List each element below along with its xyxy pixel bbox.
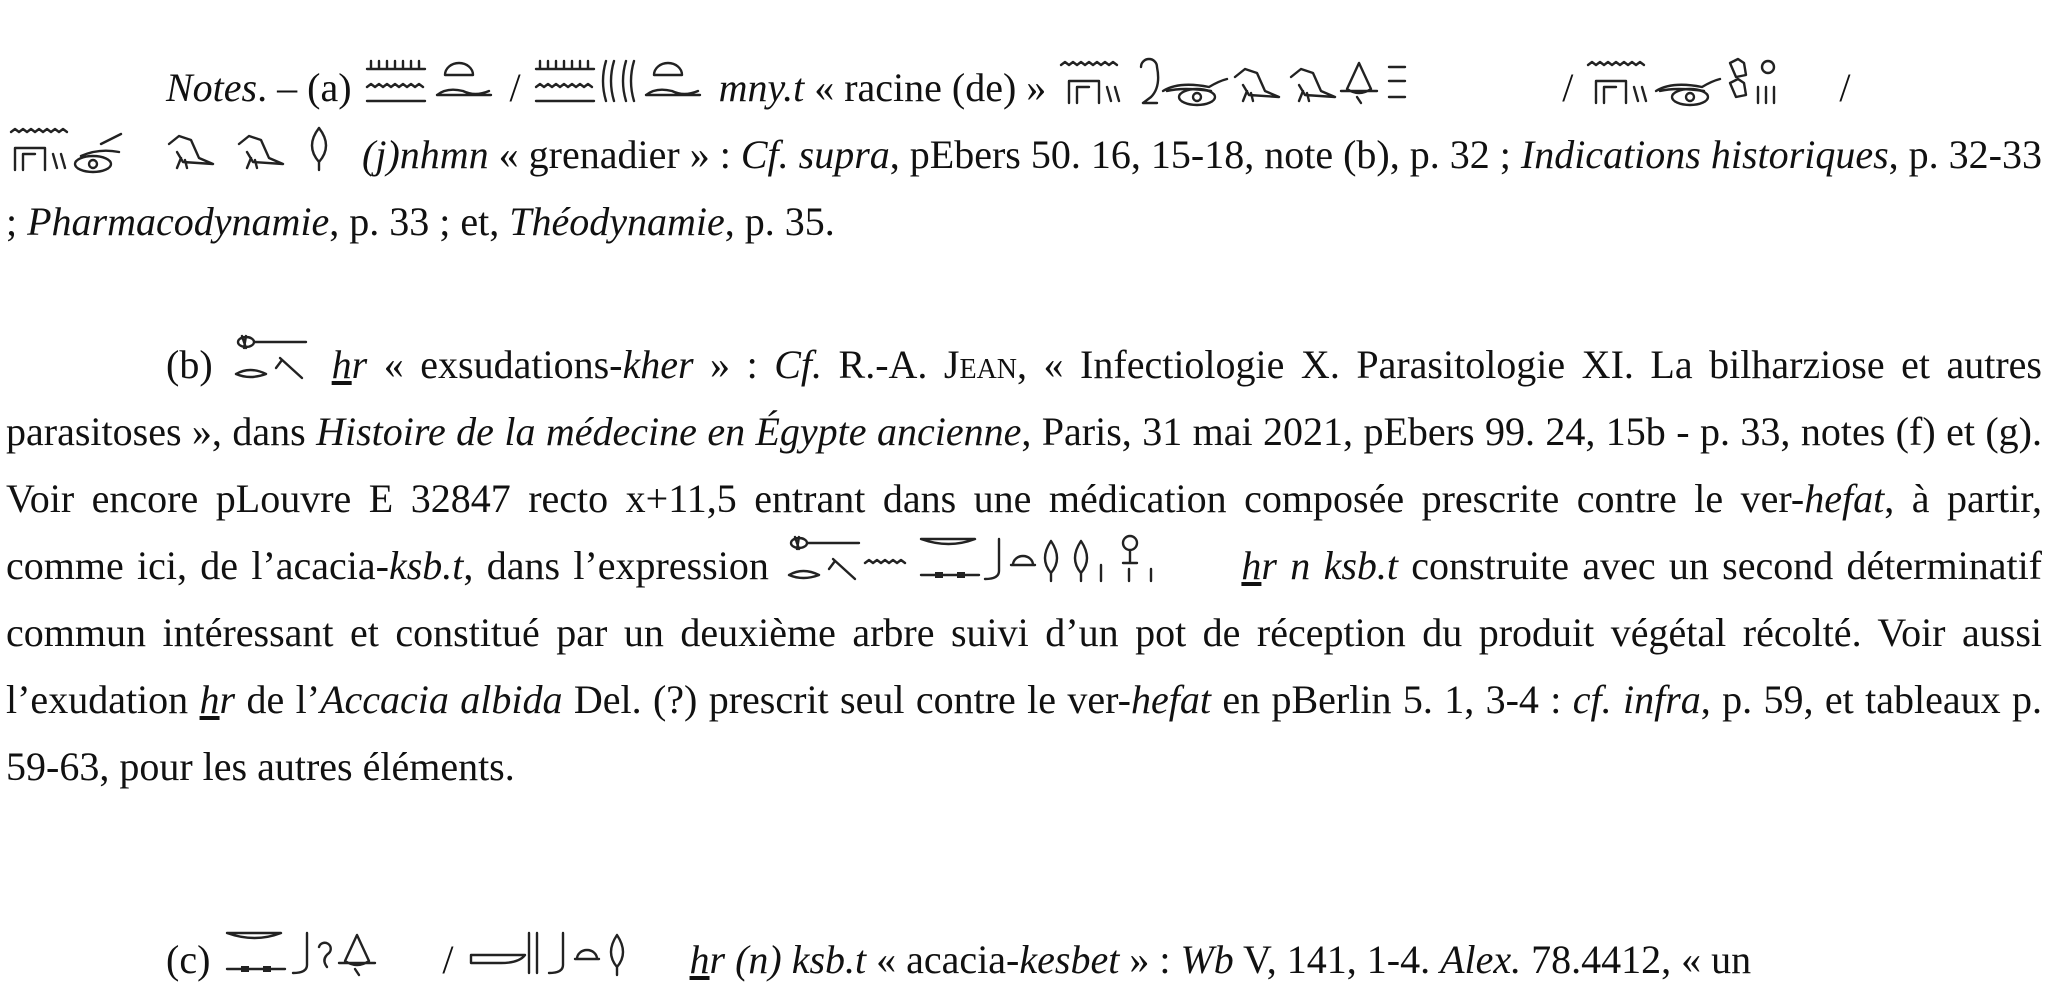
note-a-paragraph: Notes. – (a) / mny.t « racine (de) » / / (j)nhmn « grenadier » : Cf. supra, pEbers 50. 16, 15-18, note (b), p. 32 ; Indications historiques, p. 32-33 ; Pharmacodynamie, p. 33 ; et, Théodynamie, p. 35. [6, 54, 2042, 255]
hieroglyph-hr-ksbt-variant2-icon [467, 929, 677, 977]
hieroglyph-jnhmn-variant1-icon [1059, 57, 1549, 105]
hieroglyph-mnyt-variant1-icon [365, 57, 497, 105]
hieroglyph-mnyt-variant2-icon [534, 57, 706, 105]
hieroglyph-hr-ksbt-variant1-icon [223, 929, 429, 977]
book-title: Histoire de la médecine en Égypte ancienne [316, 409, 1022, 454]
notes-heading: Notes [166, 65, 258, 110]
note-c-label: (c) [166, 937, 221, 982]
transliteration-hr-n-ksbt: hr n ksb.t [1241, 543, 1399, 588]
hieroglyph-jnhmn-variant3-icon [9, 124, 349, 172]
note-c-paragraph: (c) / hr (n) ksb.t « acacia-kesbet » : Wb V, 141, 1-4. Alex. 78.4412, « un [6, 926, 2042, 993]
note-b-label: (b) [166, 342, 230, 387]
transliteration-hr: hr [331, 342, 368, 387]
hieroglyph-jnhmn-variant2-icon [1586, 57, 1826, 105]
hieroglyph-hr-n-ksbt-icon [785, 535, 1225, 583]
transliteration-mnyt: mny.t [718, 65, 805, 110]
transliteration-hr-n-ksbt: hr (n) ksb.t [689, 937, 867, 982]
transliteration-jnhmn: (j)nhmn [362, 132, 489, 177]
note-b-paragraph: (b) hr « exsudations-kher » : Cf. R.-A. Jean, « Infectiologie X. Parasitologie XI. La bilharziose et autres parasitoses », dans Histoire de la médecine en Égypte ancienne, Paris, 31 mai 2021, pEbers 99. 24, 15b - p. 33, notes (f) et (g). Voir encore pLouvre E 32847 recto x+11,5 entrant dans une médication composée prescrite contre le ver-hefat, à partir, comme ici, de l’acacia-ksb.t, dans l’expression hr n ksb.t construite avec un second déterminatif commun intéressant et constitué par un deuxième arbre suivi d’un pot de réception du produit végétal récolté. Voir aussi l’exudation hr de l’Accacia albida Del. (?) prescrit seul contre le ver-hefat en pBerlin 5. 1, 3-4 : cf. infra, p. 59, et tableaux p. 59-63, pour les autres éléments. [6, 331, 2042, 800]
species-name: Accacia albida [320, 677, 563, 722]
hieroglyph-hr-icon [232, 334, 312, 382]
